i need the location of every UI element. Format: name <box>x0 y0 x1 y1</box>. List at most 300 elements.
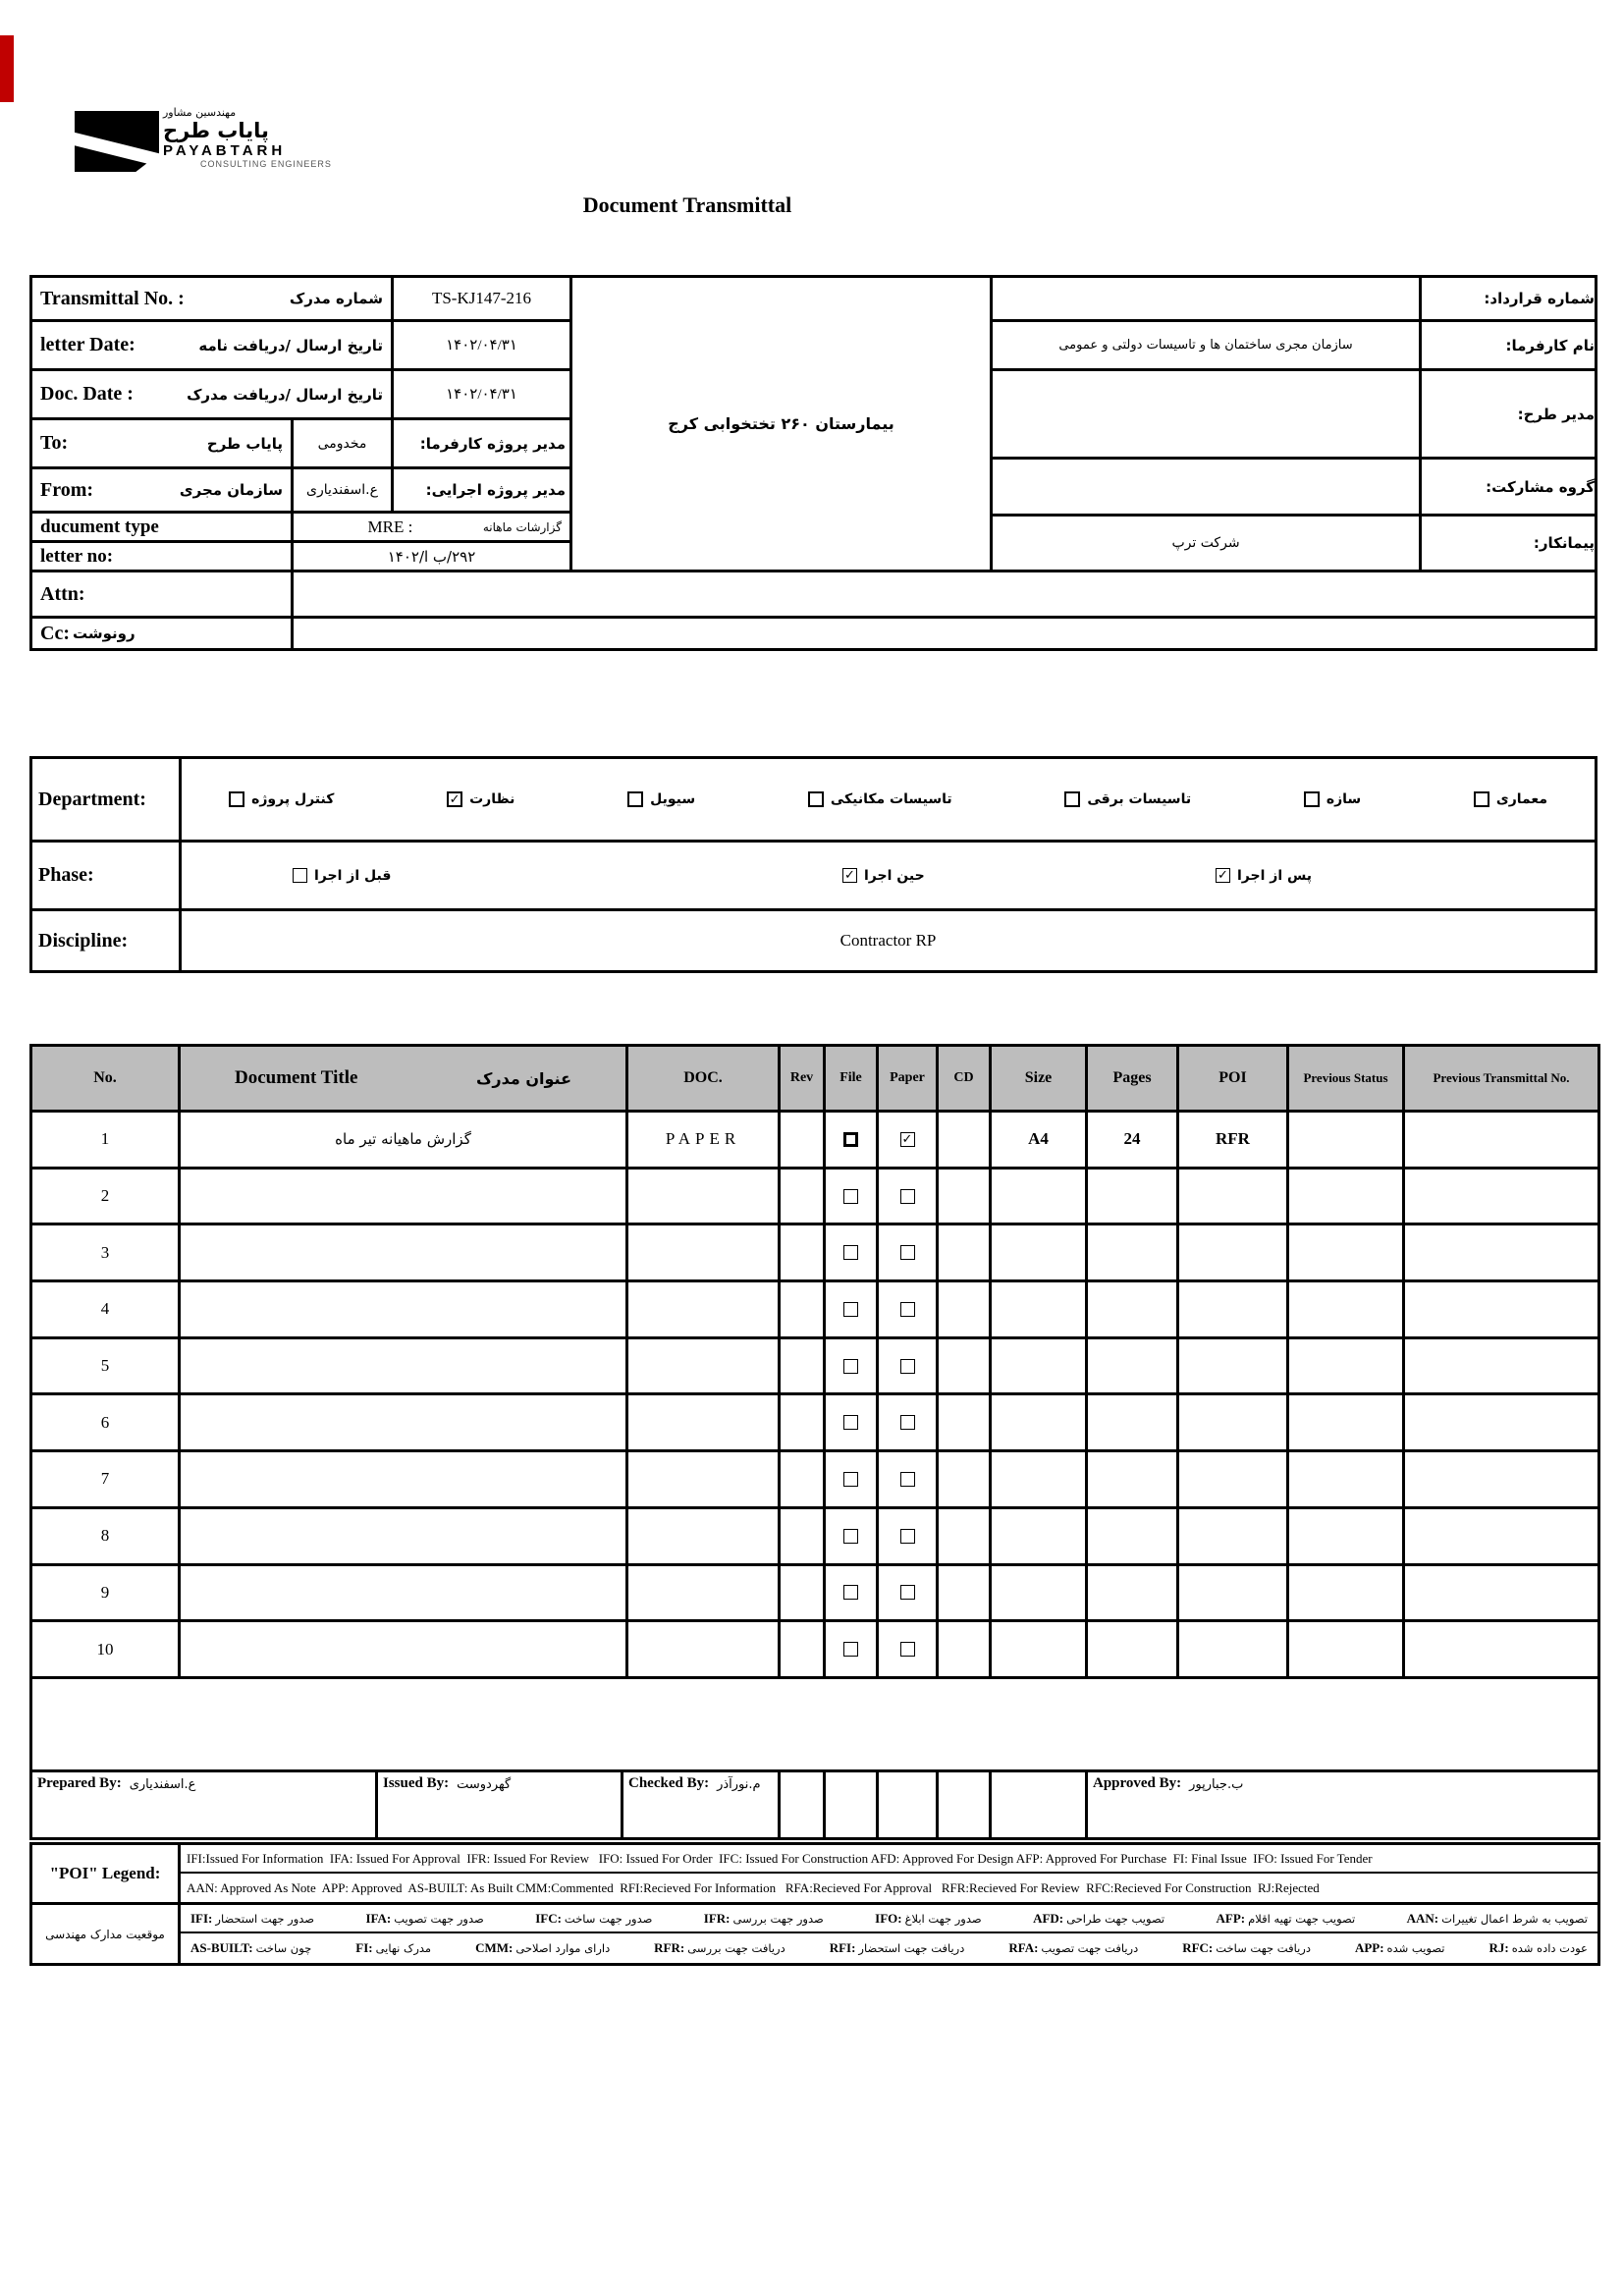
legend-item-code: AFP: <box>1216 1910 1246 1926</box>
paper-checkbox[interactable] <box>900 1415 915 1430</box>
legend-item-code: FI: <box>355 1940 373 1955</box>
cell-prev_status <box>1289 1225 1405 1279</box>
to-label: To: <box>40 432 69 454</box>
legend-item <box>365 1911 483 1927</box>
document-row <box>32 1339 1597 1396</box>
cell-poi <box>1179 1282 1289 1336</box>
cell-prev_status <box>1289 1113 1405 1167</box>
doc-type-value-cell[interactable] <box>291 511 572 543</box>
file-checkbox[interactable] <box>843 1472 858 1487</box>
discipline-label: Discipline: <box>29 908 182 973</box>
legend-item-code: IFO: <box>875 1910 902 1926</box>
paper-checkbox[interactable] <box>900 1472 915 1487</box>
signature-spacer-cell <box>939 1772 992 1837</box>
cell-prev_status <box>1289 1282 1405 1336</box>
cell-rev <box>781 1282 826 1336</box>
checkbox-item <box>293 868 391 884</box>
document-row <box>32 1566 1597 1623</box>
cell-prev_transmittal <box>1405 1622 1597 1676</box>
signature-spacer-cell <box>992 1772 1088 1837</box>
poi-legend-en-line1: IFI:Issued For Information IFA: Issued For Approval IFR: Issued For Review IFO: Issued For Order IFC: Issued For Construction AFD: Approved For Design AFP: Approved For Purchase FI: Final Issue IFO: Issued For Tender <box>181 1845 1597 1874</box>
letter-date-value[interactable]: ۱۴۰۲/۰۴/۳۱ <box>391 319 572 371</box>
cell-doc <box>628 1282 781 1336</box>
cell-paper <box>879 1622 939 1676</box>
cell-size <box>992 1622 1088 1676</box>
cell-prev_status <box>1289 1509 1405 1563</box>
logo-corner-shape <box>135 153 159 172</box>
design-manager-label: مدیر طرح: <box>1419 368 1597 460</box>
cell-title: گزارش ماهیانه تیر ماه <box>181 1113 628 1167</box>
cell-prev_status <box>1289 1622 1405 1676</box>
transmittal-no-label-fa: شماره مدرک <box>289 290 383 307</box>
checkbox-item <box>1216 868 1312 884</box>
header-file: File <box>826 1047 879 1110</box>
cell-title <box>181 1509 628 1563</box>
cell-prev_status <box>1289 1170 1405 1224</box>
to-person-value[interactable]: مخدومی <box>291 417 394 469</box>
legend-item-code: IFA: <box>365 1910 392 1926</box>
file-checkbox[interactable] <box>843 1585 858 1600</box>
cell-prev_transmittal <box>1405 1339 1597 1393</box>
jv-group-value[interactable] <box>990 457 1422 517</box>
cell-size <box>992 1170 1088 1224</box>
issued-by-name: گهردوست <box>457 1776 512 1792</box>
signature-row <box>32 1772 1597 1837</box>
legend-item-code: RJ: <box>1489 1940 1509 1955</box>
cell-file <box>826 1395 879 1449</box>
cell-doc <box>628 1170 781 1224</box>
legend-item-text: تصویب جهت تهیه اقلام <box>1248 1911 1356 1926</box>
cell-rev <box>781 1113 826 1167</box>
legend-item <box>475 1940 610 1956</box>
exec-pm-label: مدیر پروژه اجرایی: <box>425 481 566 499</box>
file-checkbox[interactable] <box>843 1359 858 1374</box>
cell-poi <box>1179 1339 1289 1393</box>
cell-file <box>826 1622 879 1676</box>
legend-item-text: دارای موارد اصلاحی <box>515 1941 611 1955</box>
cell-size <box>992 1566 1088 1620</box>
checkbox-item-label: پس از اجرا <box>1237 867 1313 884</box>
client-name-label: نام کارفرما: <box>1419 319 1597 371</box>
legend-item-code: CMM: <box>475 1940 514 1955</box>
legend-item <box>654 1940 785 1956</box>
letter-date-label-fa: تاریخ ارسال /دریافت نامه <box>198 336 383 354</box>
file-checkbox[interactable] <box>843 1245 858 1260</box>
transmittal-no-value[interactable]: TS-KJ147-216 <box>391 275 572 322</box>
header-poi: POI <box>1179 1047 1289 1110</box>
cell-poi <box>1179 1225 1289 1279</box>
design-manager-value[interactable] <box>990 368 1422 460</box>
cell-prev_status <box>1289 1566 1405 1620</box>
cell-size <box>992 1339 1088 1393</box>
legend-item <box>1407 1911 1588 1927</box>
legend-item <box>355 1940 431 1956</box>
cell-no: 6 <box>32 1395 181 1449</box>
document-row <box>32 1113 1597 1170</box>
legend-item-code: IFI: <box>190 1910 213 1926</box>
cell-file <box>826 1339 879 1393</box>
legend-item <box>535 1911 652 1927</box>
phase-options <box>179 840 1597 911</box>
checkbox-item-label: کنترل پروژه <box>251 791 335 807</box>
checkbox-item <box>627 791 695 807</box>
cell-paper <box>879 1509 939 1563</box>
checkbox[interactable]: ✓ <box>842 868 857 883</box>
exec-pm-label-cell <box>391 466 572 514</box>
jv-group-label: گروه مشارکت: <box>1419 457 1597 517</box>
checkbox[interactable] <box>1304 791 1320 807</box>
cell-title <box>181 1452 628 1506</box>
cell-no: 8 <box>32 1509 181 1563</box>
legend-item-code: APP: <box>1354 1940 1384 1955</box>
paper-checkbox[interactable] <box>900 1302 915 1317</box>
cell-poi <box>1179 1622 1289 1676</box>
paper-checkbox[interactable] <box>900 1585 915 1600</box>
paper-checkbox[interactable] <box>900 1245 915 1260</box>
doc-date-label-fa: تاریخ ارسال /دریافت مدرک <box>187 385 383 404</box>
cell-cd <box>939 1566 992 1620</box>
cell-cd <box>939 1225 992 1279</box>
fa-legend-line2 <box>181 1933 1597 1963</box>
approved-by-cell <box>1088 1772 1597 1837</box>
cell-prev_status <box>1289 1452 1405 1506</box>
cell-file <box>826 1566 879 1620</box>
cell-prev_transmittal <box>1405 1452 1597 1506</box>
from-person-value[interactable]: ع.اسفندیاری <box>291 466 394 514</box>
cell-no: 3 <box>32 1225 181 1279</box>
legend-item <box>704 1911 824 1927</box>
cell-rev <box>781 1170 826 1224</box>
approved-by-name: ب.جبارپور <box>1189 1776 1244 1792</box>
legend-item-code: RFI: <box>829 1940 856 1955</box>
legend-item-code: RFA: <box>1008 1940 1039 1955</box>
poi-legend-en-line2: AAN: Approved As Note APP: Approved AS-BUILT: As Built CMM:Commented RFI:Recieved For Information RFA:Recieved For Approval RFR:Recieved For Review RFC:Recieved For Construction RJ:Rejected <box>187 1879 1320 1895</box>
legend-item <box>1355 1940 1445 1956</box>
project-name: بیمارستان ۲۶۰ تختخوابی کرج <box>668 414 894 433</box>
legend-item-text: دریافت جهت استحضار <box>858 1941 965 1955</box>
contractor-label: پیمانکار: <box>1419 514 1597 572</box>
checkbox-item-label: سیویل <box>650 791 696 807</box>
checkbox[interactable] <box>293 868 307 883</box>
legend-item-text: صدور جهت ساخت <box>564 1911 653 1926</box>
file-checkbox[interactable] <box>843 1302 858 1317</box>
logo-en-name: PAYABTARH <box>163 142 287 159</box>
legend-item-text: چون ساخت <box>255 1941 312 1955</box>
checkbox-item-label: معماری <box>1495 791 1547 807</box>
cell-cd <box>939 1509 992 1563</box>
document-row <box>32 1282 1597 1339</box>
checkbox[interactable]: ✓ <box>447 791 462 807</box>
header-rev: Rev <box>781 1047 826 1110</box>
legend-item-text: صدور جهت استحضار <box>215 1911 315 1926</box>
discipline-value[interactable]: Contractor RP <box>179 908 1597 973</box>
client-pm-label-cell <box>391 417 572 469</box>
doc-date-label-cell <box>29 368 394 420</box>
header-title-fa: عنوان مدرک <box>476 1068 571 1088</box>
client-name-value[interactable] <box>990 319 1422 371</box>
cell-no: 10 <box>32 1622 181 1676</box>
cell-doc: PAPER <box>628 1113 781 1167</box>
checkbox-item-label: نظارت <box>469 791 515 807</box>
cell-cd <box>939 1339 992 1393</box>
department-options <box>179 756 1597 843</box>
cell-doc <box>628 1225 781 1279</box>
cell-paper <box>879 1225 939 1279</box>
legend-item-code: RFR: <box>654 1940 685 1955</box>
phase-label: Phase: <box>29 840 182 911</box>
checked-by-label: Checked By: <box>628 1774 710 1791</box>
documents-table-body <box>32 1113 1597 1679</box>
checkbox-item <box>808 791 952 807</box>
signature-spacer-cell <box>879 1772 939 1837</box>
transmittal-info-table <box>29 275 1597 651</box>
letter-no-value[interactable]: ۱۴۰۲/ا ب/۲۹۲ <box>291 540 572 572</box>
paper-checkbox[interactable] <box>900 1642 915 1657</box>
project-name-cell[interactable] <box>569 275 993 572</box>
cell-pages <box>1088 1509 1179 1563</box>
legend-item-text: صدور جهت تصویب <box>394 1911 484 1926</box>
cell-cd <box>939 1170 992 1224</box>
contract-no-label: شماره قرارداد: <box>1419 275 1597 322</box>
legend-item <box>1182 1940 1311 1956</box>
cell-no: 7 <box>32 1452 181 1506</box>
prepared-by-label: Prepared By: <box>37 1774 122 1791</box>
documents-table <box>29 1044 1600 1840</box>
checkbox-item-label: قبل از اجرا <box>314 867 392 884</box>
prepared-by-cell <box>32 1772 378 1837</box>
logo-fa-name: پایاب طرح <box>163 119 269 142</box>
checkbox[interactable] <box>1474 791 1489 807</box>
prepared-by-name: ع.اسفندیاری <box>129 1776 196 1792</box>
legend-item <box>1033 1911 1164 1927</box>
checkbox[interactable] <box>808 791 824 807</box>
cell-title <box>181 1225 628 1279</box>
file-checkbox[interactable] <box>843 1642 858 1657</box>
header-paper: Paper <box>879 1047 939 1110</box>
checkbox-item-label: حین اجرا <box>864 867 925 884</box>
cell-paper <box>879 1566 939 1620</box>
cc-label-fa: رونوشت <box>72 625 135 642</box>
legend-item-text: صدور جهت بررسی <box>732 1911 824 1926</box>
cell-size <box>992 1452 1088 1506</box>
cell-file <box>826 1113 879 1167</box>
cell-pages <box>1088 1339 1179 1393</box>
issued-by-label: Issued By: <box>383 1774 450 1791</box>
cell-no: 2 <box>32 1170 181 1224</box>
cell-pages <box>1088 1566 1179 1620</box>
logo-fa-tagline: مهندسین مشاور <box>163 106 237 119</box>
fa-legend-label <box>32 1905 181 1963</box>
company-logo-text <box>163 106 399 169</box>
cell-doc <box>628 1395 781 1449</box>
legend-item-text: دریافت جهت تصویب <box>1041 1941 1139 1955</box>
contractor-value-cell[interactable] <box>990 514 1422 572</box>
legend-item-code: RFC: <box>1182 1940 1214 1955</box>
cell-pages <box>1088 1395 1179 1449</box>
letter-no-label-cell <box>29 540 294 572</box>
legend-item-text: تصویب جهت طراحی <box>1066 1911 1165 1926</box>
cell-no: 4 <box>32 1282 181 1336</box>
letter-date-label-en: letter Date: <box>40 334 135 355</box>
cell-prev_transmittal <box>1405 1395 1597 1449</box>
cell-cd <box>939 1452 992 1506</box>
paper-checkbox[interactable] <box>900 1529 915 1544</box>
issued-by-cell <box>378 1772 623 1837</box>
checkbox-item <box>229 791 334 807</box>
cell-file <box>826 1509 879 1563</box>
paper-checkbox[interactable]: ✓ <box>900 1132 915 1147</box>
checkbox[interactable] <box>1064 791 1080 807</box>
checkbox-item-label: تاسیسات مکانیکی <box>830 791 952 807</box>
cell-size <box>992 1282 1088 1336</box>
cell-title <box>181 1339 628 1393</box>
client-pm-label: مدیر پروژه کارفرما: <box>419 434 566 453</box>
doc-date-value[interactable]: ۱۴۰۲/۰۴/۳۱ <box>391 368 572 420</box>
from-label: From: <box>40 478 94 501</box>
cell-paper <box>879 1452 939 1506</box>
checkbox-item <box>1474 791 1547 807</box>
to-cell <box>29 417 294 469</box>
page-title: Document Transmittal <box>582 192 792 217</box>
cc-label-en: Cc: <box>40 622 70 644</box>
checkbox[interactable]: ✓ <box>1216 868 1230 883</box>
letter-date-label-cell <box>29 319 394 371</box>
cell-no: 9 <box>32 1566 181 1620</box>
approved-by-label: Approved By: <box>1093 1774 1182 1791</box>
cell-paper <box>879 1170 939 1224</box>
company-logo <box>75 111 159 172</box>
file-checkbox[interactable] <box>843 1529 858 1544</box>
cell-rev <box>781 1452 826 1506</box>
cell-cd <box>939 1622 992 1676</box>
legend-item <box>875 1911 982 1927</box>
cell-prev_status <box>1289 1339 1405 1393</box>
from-cell <box>29 466 294 514</box>
legend-item-text: تصویب به شرط اعمال تغییرات <box>1441 1911 1588 1926</box>
legend-item <box>190 1911 314 1927</box>
header-no: No. <box>32 1047 181 1110</box>
from-value-fa[interactable]: سازمان مجری <box>179 481 283 499</box>
cell-pages: 24 <box>1088 1113 1179 1167</box>
cell-pages <box>1088 1170 1179 1224</box>
doc-type-label-cell <box>29 511 294 543</box>
doc-type-code: MRE : <box>367 517 413 536</box>
checkbox[interactable] <box>229 791 244 807</box>
legend-item <box>1008 1940 1138 1956</box>
cell-pages <box>1088 1282 1179 1336</box>
header-previous-transmittal: Previous Transmittal No. <box>1433 1069 1570 1085</box>
document-row <box>32 1170 1597 1226</box>
checkbox[interactable] <box>627 791 643 807</box>
legend-item <box>1489 1940 1587 1956</box>
legend-item <box>190 1940 311 1956</box>
legend-item <box>1217 1911 1356 1927</box>
cell-poi <box>1179 1509 1289 1563</box>
cell-title <box>181 1622 628 1676</box>
paper-checkbox[interactable] <box>900 1189 915 1204</box>
letter-no-label: letter no: <box>40 545 114 567</box>
signature-spacer-cell <box>781 1772 826 1837</box>
cell-prev_transmittal <box>1405 1170 1597 1224</box>
cell-file <box>826 1170 879 1224</box>
cell-pages <box>1088 1452 1179 1506</box>
cell-file <box>826 1452 879 1506</box>
department-label: Department: <box>29 756 182 843</box>
cell-pages <box>1088 1225 1179 1279</box>
poi-legend-label: "POI" Legend: <box>32 1845 181 1902</box>
cell-rev <box>781 1566 826 1620</box>
file-checkbox[interactable] <box>843 1132 858 1147</box>
cell-poi <box>1179 1452 1289 1506</box>
cell-rev <box>781 1509 826 1563</box>
header-pages: Pages <box>1088 1047 1179 1110</box>
legend-item <box>830 1940 965 1956</box>
legend-item-text: عودت داده شده <box>1511 1941 1588 1955</box>
file-checkbox[interactable] <box>843 1415 858 1430</box>
legend-item-code: AAN: <box>1406 1910 1439 1926</box>
signature-spacer-cell <box>826 1772 879 1837</box>
document-row <box>32 1395 1597 1452</box>
checkbox-item <box>1064 791 1191 807</box>
cell-cd <box>939 1113 992 1167</box>
cell-prev_transmittal <box>1405 1282 1597 1336</box>
cell-size <box>992 1225 1088 1279</box>
cell-doc <box>628 1622 781 1676</box>
cell-rev <box>781 1622 826 1676</box>
cell-poi: RFR <box>1179 1113 1289 1167</box>
cell-doc <box>628 1452 781 1506</box>
cell-doc <box>628 1509 781 1563</box>
cc-value[interactable] <box>291 616 1597 651</box>
cell-prev_transmittal <box>1405 1225 1597 1279</box>
checkbox-item <box>1304 791 1361 807</box>
cell-rev <box>781 1339 826 1393</box>
fa-legend-label-text: موقعیت مدارک مهندسی <box>45 1927 165 1941</box>
cell-paper <box>879 1339 939 1393</box>
legend-item-text: مدرک نهایی <box>375 1941 432 1955</box>
checkbox-item-label: سازه <box>1326 791 1362 807</box>
legend-item-code: AS-BUILT: <box>190 1940 253 1955</box>
contract-no-value[interactable] <box>990 275 1422 322</box>
cell-title <box>181 1170 628 1224</box>
checked-by-cell <box>623 1772 781 1837</box>
to-value-fa[interactable]: پایاب طرح <box>206 434 283 453</box>
file-checkbox[interactable] <box>843 1189 858 1204</box>
checkbox-item <box>842 868 925 884</box>
cell-size: A4 <box>992 1113 1088 1167</box>
checkbox-item <box>447 791 514 807</box>
poi-legend-table <box>29 1842 1600 1966</box>
cell-no: 1 <box>32 1113 181 1167</box>
transmittal-no-label-en: Transmittal No. : <box>40 287 185 309</box>
header-title <box>181 1047 628 1110</box>
header-previous-status: Previous Status <box>1289 1047 1405 1110</box>
doc-type-label: ducument type <box>40 516 159 537</box>
doc-date-label-en: Doc. Date : <box>40 383 134 405</box>
cell-title <box>181 1395 628 1449</box>
cell-paper <box>879 1395 939 1449</box>
paper-checkbox[interactable] <box>900 1359 915 1374</box>
cell-poi <box>1179 1170 1289 1224</box>
cell-size <box>992 1509 1088 1563</box>
header-size: Size <box>992 1047 1088 1110</box>
cell-poi <box>1179 1395 1289 1449</box>
attn-value[interactable] <box>291 570 1597 619</box>
cell-cd <box>939 1282 992 1336</box>
fa-legend-line1 <box>181 1905 1597 1933</box>
classification-table <box>29 756 1597 973</box>
cc-label-cell <box>29 616 294 651</box>
